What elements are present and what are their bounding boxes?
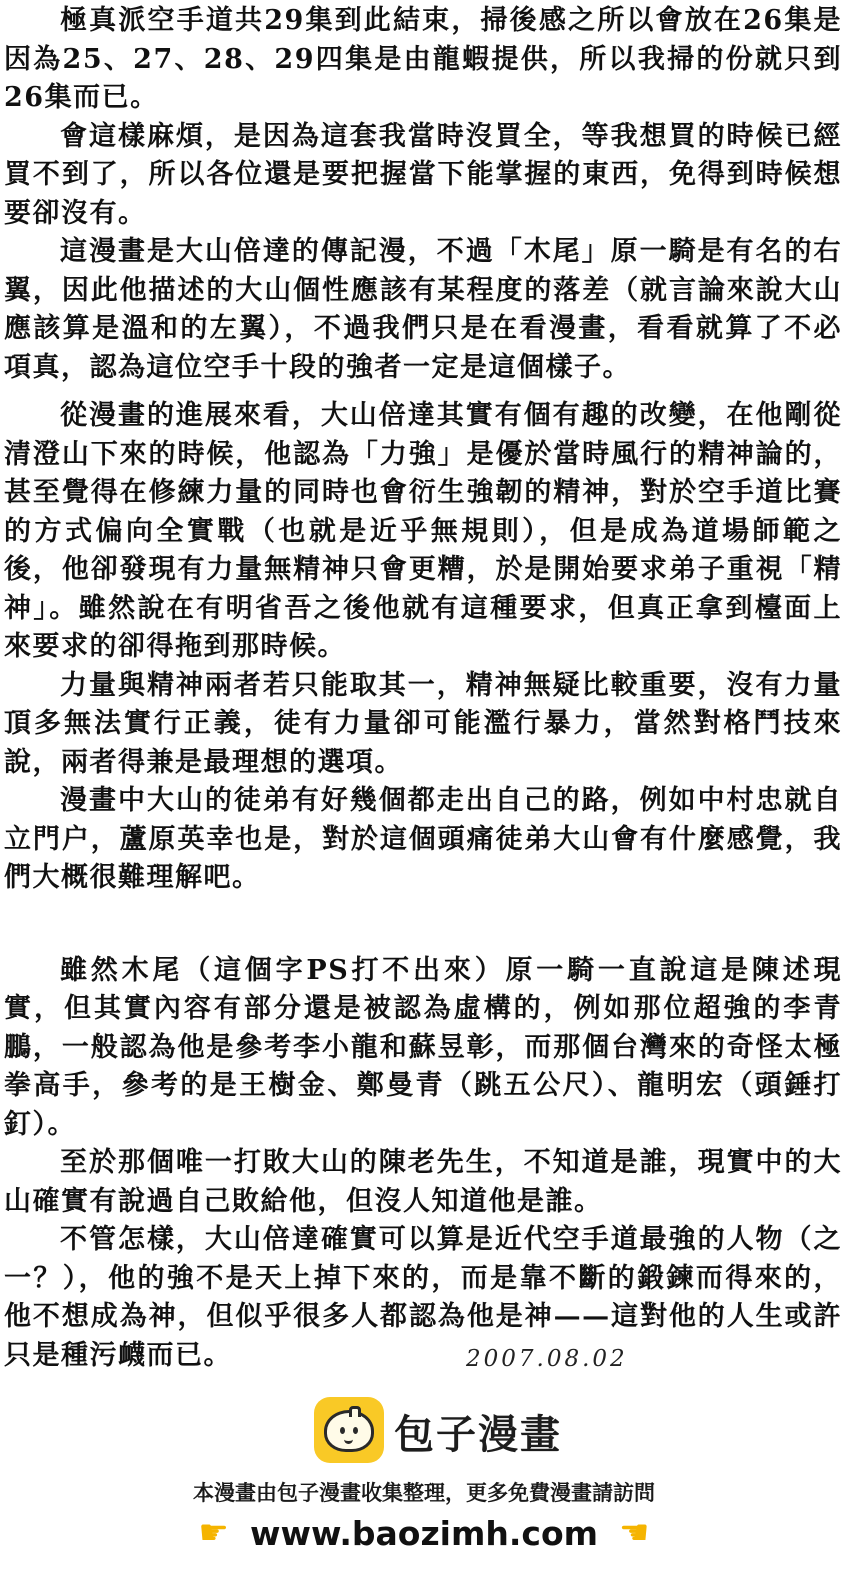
brand-name[interactable]: 包子漫畫 bbox=[394, 1412, 562, 1458]
url-row bbox=[0, 1513, 848, 1563]
footer-banner bbox=[0, 1395, 848, 1584]
paragraph-4: 從漫畫的進展來看，大山倍達其實有個有趣的改變，在他剛從清澄山下來的時候，他認為「力強」是優於當時風行的精神論的，甚至覺得在修練力量的同時也會衍生強韌的精神，對於空手道比賽的方式偏向全實戰（也就是近乎無規則），但是成為道場師範之後，他卻發現有力量無精神只會更糟，於是開始要求弟子重視「精神」。雖然說在有明省吾之後他就有這種要求，但真正拿到檯面上來要求的卻得拖到那時候。 bbox=[4, 400, 842, 662]
paragraph-1: 極真派空手道共29集到此結束，掃後感之所以會放在26集是因為25、27、28、29四集是由龍蝦提供，所以我掃的份就只到26集而已。 bbox=[4, 5, 842, 113]
paragraph-9: 不管怎樣，大山倍達確實可以算是近代空手道最強的人物（之一？），他的強不是天上掉下來的，而是靠不斷的鍛鍊而得來的，他不想成為神，但似乎很多人都認為他是神——這對他的人生或許只是種污衊而已。 bbox=[4, 1224, 842, 1371]
paragraph-5: 力量與精神兩者若只能取其一，精神無疑比較重要，沒有力量頂多無法實行正義，徒有力量卻可能濫行暴力，當然對格鬥技來說，兩者得兼是最理想的選項。 bbox=[4, 669, 842, 778]
paragraph-7: 雖然木尾（這個字PS打不出來）原一騎一直說這是陳述現實，但其實內容有部分還是被認為虛構的，例如那位超強的李青鵬，一般認為他是參考李小龍和蘇昱彰，而那個台灣來的奇怪太極拳高手，參考的是王樹金、鄭曼青（跳五公尺）、龍明宏（頭錘打釘）。 bbox=[4, 954, 842, 1140]
article-date: 2007.08.02 bbox=[466, 1346, 628, 1372]
source-notice: 本漫畫由包子漫畫收集整理，更多免費漫畫請訪問 bbox=[193, 1481, 655, 1505]
baozi-bun-icon[interactable] bbox=[314, 1397, 384, 1463]
pointing-hand-right-icon: ☛ bbox=[198, 1513, 229, 1553]
site-url-link[interactable]: www.baozimh.com bbox=[250, 1513, 598, 1553]
pointing-hand-left-icon: ☛ bbox=[619, 1513, 650, 1553]
paragraph-3: 這漫畫是大山倍達的傳記漫，不過「木尾」原一騎是有名的右翼，因此他描述的大山個性應該有某程度的落差（就言論來說大山應該算是溫和的左翼），不過我們只是在看漫畫，看看就算了不必項真，認為這位空手十段的強者一定是這個樣子。 bbox=[4, 236, 842, 383]
paragraph-8: 至於那個唯一打敗大山的陳老先生，不知道是誰，現實中的大山確實有說過自己敗給他，但沒人知道他是誰。 bbox=[4, 1147, 842, 1217]
paragraph-2: 會這樣麻煩，是因為這套我當時沒買全，等我想買的時候已經買不到了，所以各位還是要把握當下能掌握的東西，免得到時候想要卻沒有。 bbox=[4, 120, 842, 229]
paragraph-6: 漫畫中大山的徒弟有好幾個都走出自己的路，例如中村忠就自立門户，蘆原英幸也是，對於這個頭痛徒弟大山會有什麼感覺，我們大概很難理解吧。 bbox=[4, 785, 842, 893]
